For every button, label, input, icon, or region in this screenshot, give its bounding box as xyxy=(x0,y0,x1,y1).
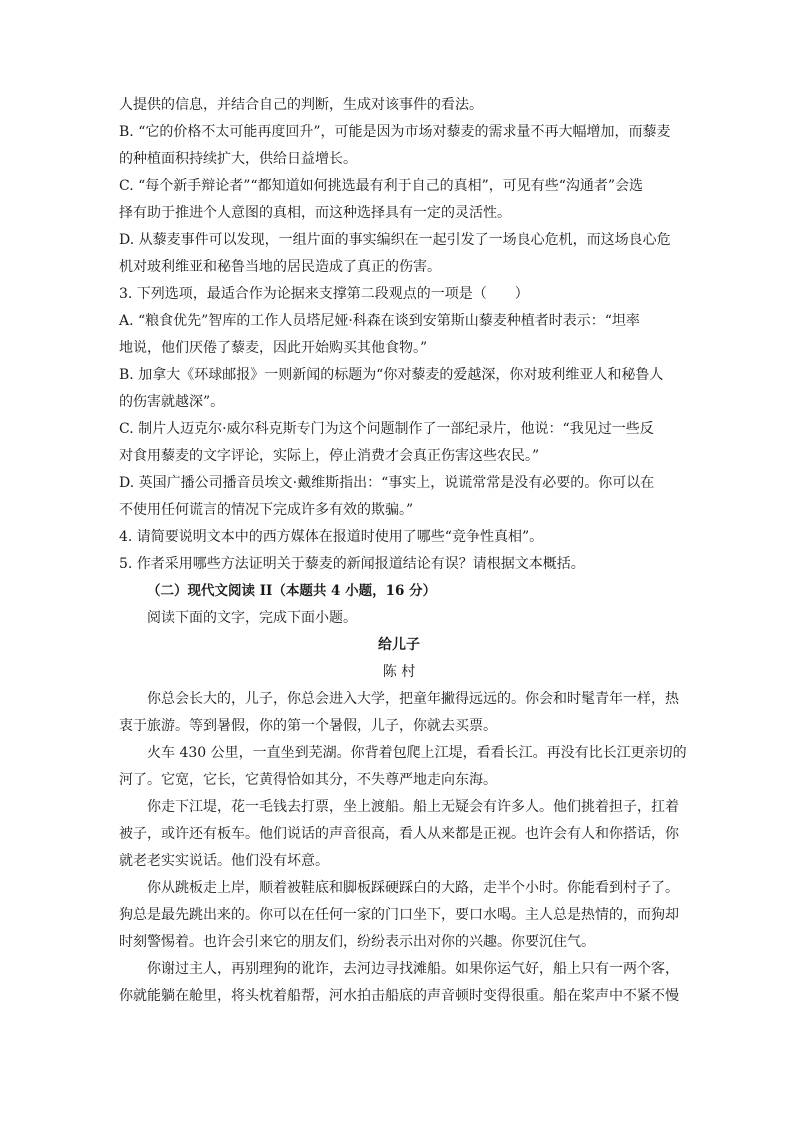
question-4: 4. 请简要说明文本中的西方媒体在报道时使用了哪些“竞争性真相”。 xyxy=(119,529,544,545)
paragraph-line: 你从跳板走上岸，顺着被鞋底和脚板踩硬踩白的大路，走半个小时。你能看到村子了。 xyxy=(147,880,679,896)
paragraph-line: 你总会长大的，儿子，你总会进入大学，把童年撇得远远的。你会和时髦青年一样，热 xyxy=(147,691,679,707)
text-line: 地说，他们厌倦了藜麦，因此开始购买其他食物。” xyxy=(119,340,428,356)
option-d-line: D. 从藜麦事件可以发现，一组片面的事实编织在一起引发了一场良心危机，而这场良心危 xyxy=(119,232,671,248)
option-c-line: C. 制片人迈克尔·威尔科克斯专门为这个问题制作了一部纪录片，他说：“我见过一些反 xyxy=(119,421,654,437)
option-b-line: B. “它的价格不太可能再度回升”，可能是因为市场对藜麦的需求量不再大幅增加，而藜麦 xyxy=(119,124,671,140)
text-line: 不使用任何谎言的情况下完成许多有效的欺骗。” xyxy=(119,502,414,518)
text-line: 的伤害就越深”。 xyxy=(119,394,225,410)
paragraph-line: 就老老实实说话。他们没有坏意。 xyxy=(119,853,329,869)
question-3: 3. 下列选项，最适合作为论据来支撑第二段观点的一项是（ ） xyxy=(119,286,529,302)
paragraph-line: 狗总是最先跳出来的。你可以在任何一家的门口坐下，要口水喝。主人总是热情的，而狗却 xyxy=(119,907,679,923)
paragraph-line: 你就能躺在舱里，将头枕着船帮，河水拍击船底的声音顿时变得很重。船在桨声中不紧不慢 xyxy=(119,988,679,1004)
passage-title: 给儿子 xyxy=(378,637,420,653)
option-c-line: C. “每个新手辩论者”“都知道如何挑选最有利于自己的真相”，可见有些“沟通者”会选 xyxy=(119,178,644,194)
option-d-line: D. 英国广播公司播音员埃文·戴维斯指出：“事实上，说谎常常是没有必要的。你可以在 xyxy=(119,475,655,491)
text-line: 机对玻利维亚和秘鲁当地的居民造成了真正的伤害。 xyxy=(119,259,441,275)
text-line: 择有助于推进个人意图的真相，而这种选择具有一定的灵活性。 xyxy=(119,205,511,221)
paragraph-line: 时刻警惕着。也许会引来它的朋友们，纷纷表示出对你的兴趣。你要沉住气。 xyxy=(119,934,595,950)
paragraph-line: 你走下江堤，花一毛钱去打票，坐上渡船。船上无疑会有许多人。他们挑着担子，扛着 xyxy=(147,799,679,815)
paragraph-line: 你谢过主人，再别理狗的讹诈，去河边寻找滩船。如果你运气好，船上只有一两个客， xyxy=(147,961,679,977)
section-heading: （二）现代文阅读 II（本题共 4 小题，16 分） xyxy=(147,583,437,599)
instruction-line: 阅读下面的文字，完成下面小题。 xyxy=(147,610,357,626)
paragraph-line: 衷于旅游。等到暑假，你的第一个暑假，儿子，你就去买票。 xyxy=(119,718,497,734)
text-line: 的种植面积持续扩大，供给日益增长。 xyxy=(119,151,357,167)
document-body xyxy=(119,92,687,1010)
paragraph-line: 被子，或许还有板车。他们说话的声音很高，看人从来都是正视。也许会有人和你搭话，你 xyxy=(119,826,679,842)
text-line: 人提供的信息，并结合自己的判断，生成对该事件的看法。 xyxy=(119,97,483,113)
paragraph-line: 河了。它宽，它长，它黄得恰如其分，不失尊严地走向东海。 xyxy=(119,772,497,788)
option-b-line: B. 加拿大《环球邮报》一则新闻的标题为“你对藜麦的爱越深，你对玻利维亚人和秘鲁人 xyxy=(119,367,664,383)
passage-author: 陈 村 xyxy=(382,664,416,680)
option-a-line: A. “粮食优先”智库的工作人员塔尼娅·科森在谈到安第斯山藜麦种植者时表示：“坦率 xyxy=(119,313,640,329)
text-line: 对食用藜麦的文字评论，实际上，停止消费才会真正伤害这些农民。” xyxy=(119,448,540,464)
paragraph-line: 火车 430 公里，一直坐到芜湖。你背着包爬上江堤，看看长江。再没有比长江更亲切的 xyxy=(147,745,687,761)
question-5: 5. 作者采用哪些方法证明关于藜麦的新闻报道结论有误？请根据文本概括。 xyxy=(119,556,585,572)
